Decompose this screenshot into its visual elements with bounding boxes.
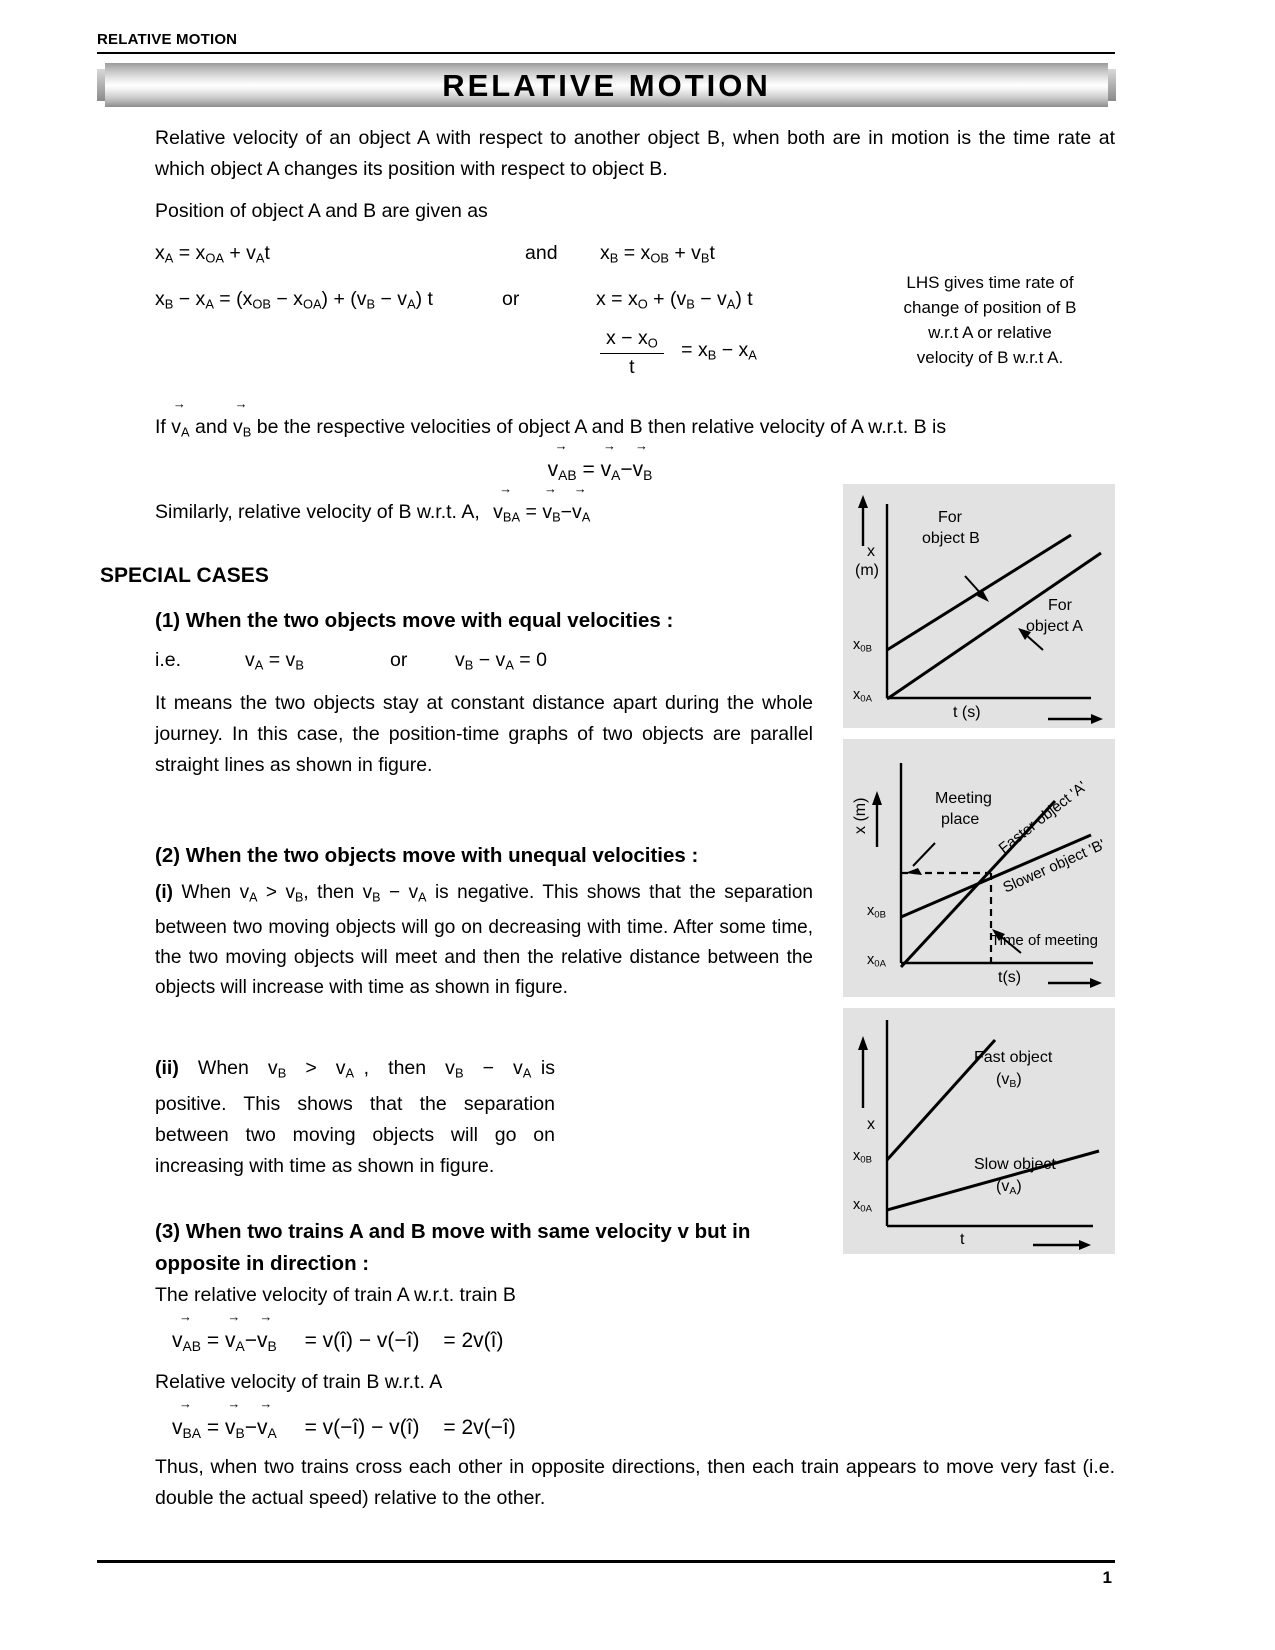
case-2-item-ii (155, 1053, 555, 1182)
page-number: 1 (1102, 1568, 1112, 1587)
figure-3-fast-line2: $(v_B)$ (996, 1071, 1022, 1090)
case-3-closing: Thus, when two trains cross each other in opposite directions, then each train appears to move very fast (i.e. double the actual speed) relative to the other. (155, 1456, 1115, 1509)
vb-symbol-trains: → $v_B$ (256, 1309, 277, 1354)
case-2-item-i-body: is negative. This shows that the separation between two moving objects will go on decreasing with time. After some time, the two moving objects will meet and then the relative distance between the objects will increase with time as shown in figure. (155, 882, 813, 998)
vector-intro-and: and (195, 416, 228, 438)
equation-vab-trains: → $v_{AB}$ = → $v_A-$ → $v_B$ = v(î) − v(−î) = 2v(î) (172, 1323, 503, 1362)
figure-3-x-label: t (960, 1231, 965, 1248)
case-3-title-line-1: (3) When two trains A and B move with same velocity v but in (155, 1220, 751, 1243)
vba-symbol-trains: → $v_{BA}$ (172, 1396, 201, 1441)
figure-1-graph (843, 484, 1115, 728)
figure-equal-velocities (843, 484, 1115, 728)
or-connector-2: or (390, 649, 408, 671)
case-2-item-ii-lead: When $v_B > v_A$ , then $v_B - v_A$ (188, 1057, 532, 1081)
figure-fast-slow-objects (843, 1008, 1115, 1254)
figure-1-annot-a-line1: For (1048, 597, 1072, 614)
or-connector-1: or (502, 288, 520, 310)
vector-va-symbol: → $v_A$ (171, 396, 190, 440)
figure-2-meeting-line2: place (941, 811, 980, 828)
lhs-note-line-3: w.r.t A or relative (928, 323, 1052, 342)
lhs-note (865, 270, 1115, 370)
case-1-title: (1) When the two objects move with equal velocities : (155, 609, 674, 632)
header-divider (97, 52, 1115, 54)
figure-2-slower-label: Slower object 'B' (1000, 836, 1108, 897)
figure-2-tick-x0b: $x_{0B}$ (867, 903, 886, 921)
vb-symbol-2: → $v_B$ (542, 481, 561, 525)
equation-vba-trains: → $v_{BA}$ = → $v_B-$ → $v_A$ = v(−î) − v(î) = 2v(−î) (172, 1410, 516, 1449)
case-1-ie: i.e. (155, 649, 182, 671)
figure-3-graph (843, 1008, 1115, 1254)
footer-divider (97, 1560, 1115, 1563)
intro-paragraph-2: Position of object A and B are given as (155, 200, 488, 222)
lhs-note-line-1: LHS gives time rate of (906, 273, 1074, 292)
similarly-sentence (155, 481, 591, 533)
figure-1-annot-b-line2: object B (922, 530, 980, 547)
equation-fraction: $\frac{x - x_O}{t}$ = $x_B - x_A$ (600, 327, 757, 379)
case-1-body: It means the two objects stay at constant distance apart during the whole journey. In this case, the position-time graphs of two objects are parallel straight lines as shown in figure. (155, 692, 813, 776)
case-2-title: (2) When the two objects move with unequal velocities : (155, 844, 699, 867)
case-3-lead-a: The relative velocity of train A w.r.t. train B (155, 1284, 516, 1306)
equation-x-form: $x = x_O + (v_B - v_A)$ t (596, 288, 753, 312)
figure-1-tick-x0b: $x_{0B}$ (853, 637, 872, 655)
figure-3-slow-line2: $(v_A)$ (996, 1178, 1022, 1197)
fraction-x-minus-x0-over-t: $\frac{x - x_O}{t}$ (600, 327, 664, 379)
equation-xa: $x_A = x_{OA} + v_At$ (155, 242, 270, 266)
va-symbol-trains: → $v_A$ (224, 1309, 245, 1354)
vector-vb-symbol: → $v_B$ (232, 396, 252, 440)
case-1-eq-1: $v_A = v_B$ (245, 649, 304, 673)
figure-2-meeting-line1: Meeting (935, 790, 992, 807)
figure-3-tick-x0a: $x_{0A}$ (853, 1197, 872, 1215)
figure-2-y-label: x (m) (852, 797, 869, 834)
figure-1-annot-a-line2: object A (1026, 618, 1083, 635)
figure-2-tick-x0a: $x_{0A}$ (867, 952, 886, 970)
vba-symbol: → $v_{BA}$ (493, 481, 521, 525)
va-symbol: → $v_A$ (600, 438, 621, 483)
case-1-eq-2: $v_B - v_A = 0$ (455, 649, 547, 673)
figure-3-fast-line1: Fast object (974, 1049, 1053, 1066)
case-2-item-ii-body: is positive. This shows that the separation between two moving objects will go on increasing with time as shown in figure. (155, 1057, 556, 1177)
figure-3-tick-x0b: $x_{0B}$ (853, 1148, 872, 1166)
intro-paragraph-1: Relative velocity of an object A with respect to another object B, when both are in motion is the time rate at which object A changes its position with respect to object B. (155, 127, 1115, 180)
figure-1-y-label-unit: (m) (855, 562, 879, 579)
figure-unequal-velocities-meeting (843, 739, 1115, 997)
figure-1-x-label: t (s) (953, 704, 981, 721)
lhs-note-line-2: change of position of B (903, 298, 1077, 317)
va-symbol-2: → $v_A$ (572, 481, 591, 525)
special-cases-heading: SPECIAL CASES (100, 564, 269, 587)
vector-intro-rest: be the respective velocities of object A and B then relative velocity of A w.r.t. B is (256, 416, 947, 438)
figure-3-y-label: x (867, 1116, 875, 1133)
and-connector: and (525, 242, 558, 264)
figure-2-x-label: t(s) (998, 969, 1022, 986)
figure-3-slow-line1: Slow object (974, 1156, 1056, 1173)
figure-1-y-label-x: x (867, 543, 875, 560)
case-2-item-i (155, 878, 813, 1003)
vab-symbol: → $v_{AB}$ (547, 438, 577, 483)
case-2-item-ii-marker: (ii) (155, 1057, 179, 1079)
case-3-lead-b: Relative velocity of train B w.r.t. A (155, 1371, 443, 1393)
similarly-text: Similarly, relative velocity of B w.r.t. A, (155, 501, 480, 523)
vab-symbol-trains: → $v_{AB}$ (172, 1309, 201, 1354)
figure-1-tick-x0a: $x_{0A}$ (853, 687, 872, 705)
equation-xb: $x_B = x_{OB} + v_Bt$ (600, 242, 715, 266)
figure-1-annot-b-line1: For (938, 509, 962, 526)
case-3-title (155, 1216, 835, 1280)
vb-symbol: → $v_B$ (632, 438, 653, 483)
case-3-title-line-2: opposite in direction : (155, 1252, 370, 1275)
title-banner (105, 63, 1108, 107)
equation-difference: $x_B - x_A = (x_{OB} - x_{OA}) + (v_B - v_A)$ t (155, 288, 433, 312)
vb-symbol-trains-2: → $v_B$ (224, 1396, 245, 1441)
figure-2-faster-label: Faster object 'A' (995, 778, 1091, 858)
page-title: RELATIVE MOTION (442, 68, 771, 103)
equation-vba: → $v_{BA}$ = → $v_B-$ → $v_A$ (485, 495, 590, 533)
equation-vab: → $v_{AB}$ = → $v_A-$ → $v_B$ (450, 452, 750, 491)
case-2-item-i-marker: (i) (155, 882, 173, 903)
figure-2-time-of-meeting: Time of meeting (991, 932, 1098, 949)
case-2-item-i-lead: When $v_A > v_B$, then $v_B - v_A$ (181, 882, 427, 905)
running-head: RELATIVE MOTION (97, 31, 238, 48)
va-symbol-trains-2: → $v_A$ (256, 1396, 277, 1441)
lhs-note-line-4: velocity of B w.r.t A. (916, 348, 1064, 367)
vector-intro-if: If (155, 416, 166, 438)
